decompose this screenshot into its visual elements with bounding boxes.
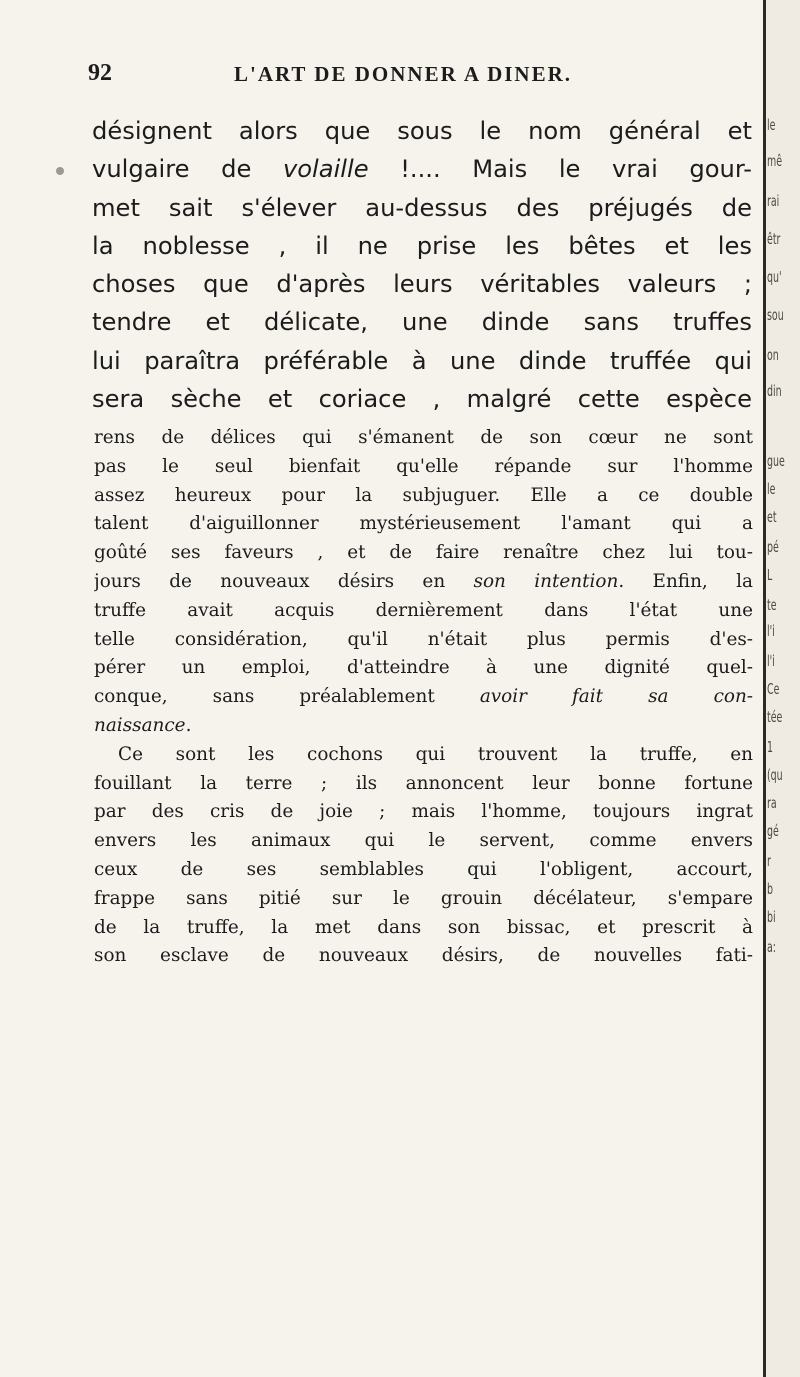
text-segment: . Enfin, la bbox=[618, 570, 753, 592]
bleed-fragment: et bbox=[767, 508, 777, 526]
bleed-fragment: gé bbox=[767, 822, 779, 840]
bleed-fragment: êtr bbox=[767, 230, 781, 248]
running-title: L'ART DE DONNER A DINER. bbox=[234, 62, 573, 86]
text-line: son esclave de nouveaux désirs, de nouvelles fati- bbox=[94, 945, 753, 967]
text-line: assez heureux pour la subjuguer. Elle a ce double bbox=[94, 484, 753, 506]
text-line: par des cris de joie ; mais l'homme, toujours ingrat bbox=[94, 801, 753, 823]
text-line: rens de délices qui s'émanent de son cœur ne sont bbox=[94, 427, 753, 448]
bleed-fragment: (qu bbox=[767, 766, 783, 784]
italic-text: volaille bbox=[282, 155, 369, 184]
text-line: truffe avait acquis dernièrement dans l'état une bbox=[94, 599, 753, 621]
bleed-fragment: b bbox=[767, 880, 774, 898]
text-line: désignent alors que sous le nom général et bbox=[92, 117, 752, 145]
text-line: envers les animaux qui le servent, comme envers bbox=[94, 830, 753, 852]
text-segment: vulgaire de bbox=[92, 155, 283, 184]
text-line: fouillant la terre ; ils annoncent leur bonne fortune bbox=[94, 772, 753, 794]
bleed-fragment: rai bbox=[767, 192, 780, 210]
text-line: pas le seul bienfait qu'elle répande sur l'homme bbox=[94, 455, 753, 477]
page-number: 92 bbox=[88, 60, 112, 86]
bleed-fragment: din bbox=[767, 382, 782, 400]
bleed-fragment: tée bbox=[767, 708, 783, 726]
text-line: ceux de ses semblables qui l'obligent, accourt, bbox=[94, 858, 753, 880]
bleed-fragment: Ce bbox=[767, 680, 780, 698]
text-line bbox=[94, 683, 753, 712]
bleed-fragment: mê bbox=[767, 152, 783, 170]
text-line: frappe sans pitié sur le grouin décélateur, s'empare bbox=[94, 887, 753, 909]
bleed-fragment: pé bbox=[767, 538, 779, 556]
text-line: goûté ses faveurs , et de faire renaître chez lui tou- bbox=[94, 542, 753, 564]
bleed-fragment: ra bbox=[767, 794, 777, 812]
text-line: telle considération, qu'il n'était plus permis d'es- bbox=[94, 628, 753, 650]
text-segment: jours de nouveaux désirs en bbox=[94, 570, 474, 592]
italic-text: avoir fait sa con- bbox=[479, 686, 753, 708]
margin-ink-mark bbox=[56, 167, 64, 175]
text-line: talent d'aiguillonner mystérieusement l'amant qui a bbox=[94, 513, 753, 535]
page-header bbox=[88, 56, 728, 96]
text-line: Ce sont les cochons qui trouvent la truffe, en bbox=[118, 743, 753, 765]
small-type-paragraphs bbox=[94, 424, 753, 971]
text-segment: . bbox=[185, 714, 192, 736]
text-line: pérer un emploi, d'atteindre à une dignité quel- bbox=[94, 657, 753, 679]
text-line: la noblesse , il ne prise les bêtes et les bbox=[92, 231, 752, 260]
bleed-fragment: le bbox=[767, 480, 776, 498]
bleed-fragment: l'i bbox=[767, 622, 775, 640]
text-segment: conque, sans préalablement bbox=[94, 686, 480, 708]
text-line: choses que d'après leurs véritables valeurs ; bbox=[92, 270, 752, 299]
text-line: met sait s'élever au-dessus des préjugés de bbox=[92, 193, 752, 222]
bleed-fragment: bi bbox=[767, 908, 776, 926]
bleed-fragment: 1 bbox=[767, 738, 774, 756]
bleed-fragment: l'i bbox=[767, 652, 775, 670]
italic-text: naissance bbox=[94, 714, 186, 736]
bleed-fragment: L bbox=[767, 566, 773, 584]
bleed-fragment: te bbox=[767, 596, 777, 614]
text-line: tendre et délicate, une dinde sans truffes bbox=[92, 308, 752, 337]
text-line bbox=[94, 568, 753, 597]
bleed-fragment: le bbox=[767, 116, 776, 134]
text-line: de la truffe, la met dans son bissac, et prescrit à bbox=[94, 916, 753, 938]
bleed-fragment: a: bbox=[767, 938, 776, 956]
text-segment: !.... Mais le vrai gour- bbox=[368, 155, 752, 184]
bleed-fragment: r bbox=[767, 852, 771, 870]
bleed-fragment: on bbox=[767, 346, 779, 364]
large-type-paragraph bbox=[92, 112, 752, 418]
text-line bbox=[92, 150, 752, 188]
text-line: sera sèche et coriace , malgré cette espèce bbox=[92, 385, 752, 414]
bleed-fragment: sou bbox=[767, 306, 784, 324]
bleed-fragment: gue bbox=[767, 452, 785, 470]
text-line: lui paraîtra préférable à une dinde truffée qui bbox=[92, 346, 752, 375]
text-line bbox=[94, 712, 753, 741]
bleed-fragment: qu' bbox=[767, 268, 782, 286]
italic-text: son intention bbox=[473, 570, 619, 592]
